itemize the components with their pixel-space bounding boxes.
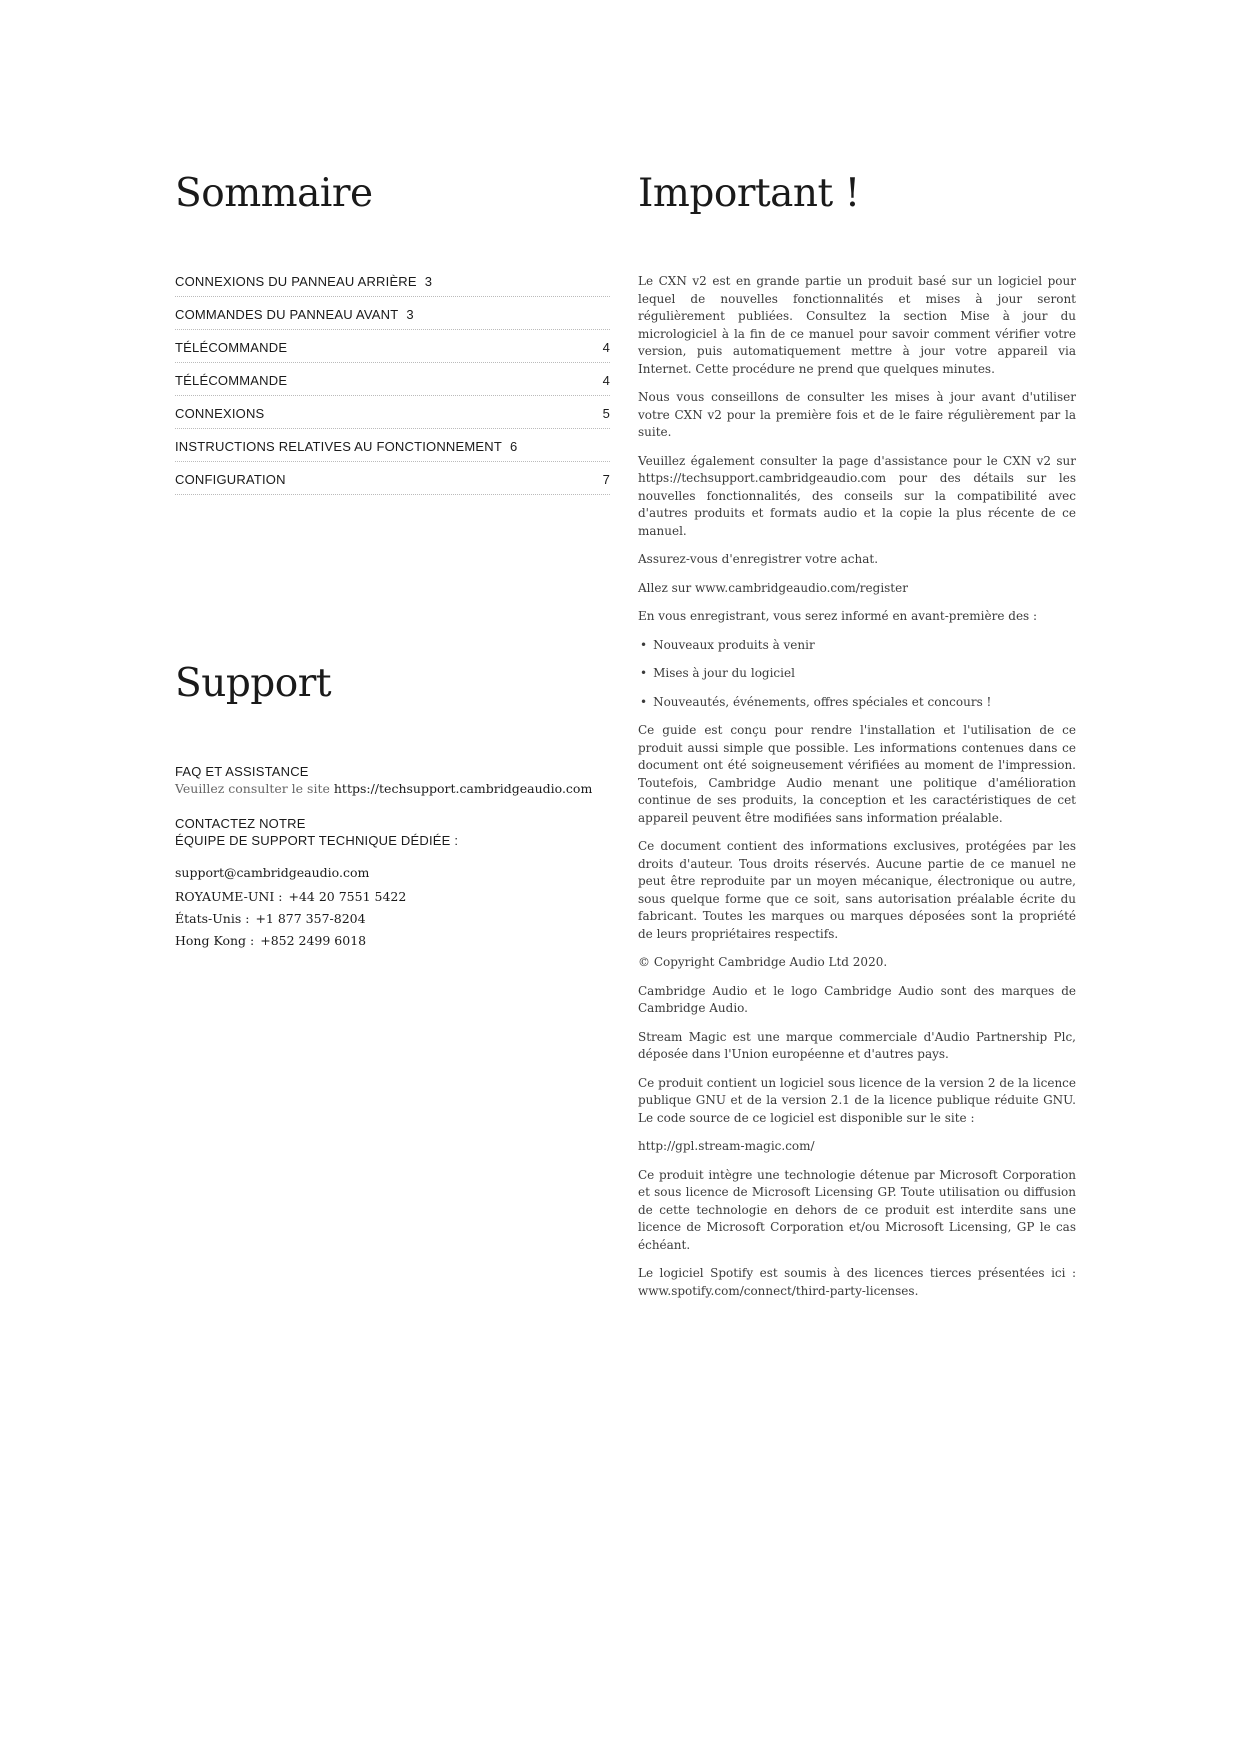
toc-title: Sommaire	[175, 171, 373, 216]
toc-item-page: 3	[424, 274, 433, 289]
phone-label: États-Unis :	[175, 911, 250, 926]
paragraph: Ce produit contient un logiciel sous licence de la version 2 de la licence publique GNU et de la version 2.1 de la licence publique réduite GNU. Le code source de ce logiciel est disponible sur le site :	[638, 1075, 1076, 1125]
gpl-link[interactable]: http://gpl.stream-magic.com/	[638, 1139, 815, 1153]
contact-heading	[175, 815, 610, 849]
bullet-item: • Nouveautés, événements, offres spéciales et concours !	[638, 694, 1076, 712]
toc-item-page: 4	[602, 340, 610, 355]
important-body	[638, 273, 1076, 1300]
paragraph: Nous vous conseillons de consulter les mises à jour avant d'utiliser votre CXN v2 pour la première fois et de le faire régulièrement par la suite.	[638, 390, 1076, 439]
phone-number[interactable]: +44 20 7551 5422	[288, 889, 407, 904]
phone-number[interactable]: +1 877 357-8204	[255, 911, 366, 926]
support-section	[175, 661, 610, 950]
toc-item-page: 3	[406, 307, 414, 322]
paragraph: Veuillez également consulter la page d'assistance pour le CXN v2 sur https://techsupport.cambridgeaudio.com pour des détails sur les nouvelles fonctionnalités, des conseils sur la compatibilité avec d'autres produits et formats audio et la copie la plus récente de ce manuel.	[638, 453, 1076, 538]
support-email[interactable]: support@cambridgeaudio.com	[175, 865, 370, 880]
toc-item-label: CONNEXIONS	[175, 406, 265, 421]
toc-item-page: 5	[602, 406, 610, 421]
toc-item-configuration[interactable]	[175, 462, 610, 495]
paragraph: Assurez-vous d'enregistrer votre achat.	[638, 552, 879, 566]
bullet-item: • Mises à jour du logiciel	[638, 665, 1076, 683]
faq-link[interactable]: https://techsupport.cambridgeaudio.com	[333, 781, 593, 796]
toc-item-label: CONNEXIONS DU PANNEAU ARRIÈRE	[175, 274, 417, 289]
faq-intro: Veuillez consulter le site	[175, 781, 330, 796]
contact-heading-line-2: ÉQUIPE DE SUPPORT TECHNIQUE DÉDIÉE :	[175, 833, 459, 848]
contact-heading-line-1: CONTACTEZ NOTRE	[175, 816, 306, 831]
toc-item-connections[interactable]	[175, 396, 610, 429]
bullet-item: • Nouveaux produits à venir	[638, 637, 1076, 655]
toc-item-rear-panel[interactable]	[175, 271, 610, 297]
toc-item-remote-1[interactable]	[175, 330, 610, 363]
toc-section	[175, 160, 610, 511]
toc-item-label: CONFIGURATION	[175, 472, 286, 487]
toc-item-label: INSTRUCTIONS RELATIVES AU FONCTIONNEMENT	[175, 439, 503, 454]
phone-number[interactable]: +852 2499 6018	[260, 933, 367, 948]
paragraph: Ce document contient des informations exclusives, protégées par les droits d'auteur. Tous droits réservés. Aucune partie de ce manuel ne peut être reproduite par un moyen mécanique, électronique ou autre, sous quelque forme que ce soit, sans autorisation préalable écrite du fabricant. Toutes les marques ou marques déposées sont la propriété de leurs propriétaires respectifs.	[638, 839, 1076, 941]
paragraph: Stream Magic est une marque commerciale d'Audio Partnership Plc, déposée dans l'Union européenne et d'autres pays.	[638, 1029, 1076, 1061]
important-title: Important !	[638, 171, 860, 216]
toc-item-page: 7	[602, 472, 610, 487]
toc-list	[175, 271, 610, 495]
toc-item-operating-instructions[interactable]	[175, 429, 610, 462]
paragraph: En vous enregistrant, vous serez informé en avant-première des :	[638, 609, 1038, 623]
support-title: Support	[175, 661, 332, 706]
paragraph: Ce produit intègre une technologie détenue par Microsoft Corporation et sous licence de Microsoft Licensing GP. Toute utilisation ou diffusion de cette technologie en dehors de ce produit est interdite sans une licence de Microsoft Corporation et/ou Microsoft Licensing, GP le cas échéant.	[638, 1167, 1076, 1252]
paragraph: Le CXN v2 est en grande partie un produit basé sur un logiciel pour lequel de nouvelles fonctionnalités et mises à jour seront régulièrement publiées. Consultez la section Mise à jour du micrologiciel à la fin de ce manuel pour savoir comment vérifier votre version, puis automatiquement mettre à jour votre appareil via Internet. Cette procédure ne prend que quelques minutes.	[638, 274, 1076, 376]
toc-item-page: 4	[602, 373, 610, 388]
phone-us	[175, 910, 610, 928]
toc-item-page: 6	[510, 439, 518, 454]
faq-heading: FAQ ET ASSISTANCE	[175, 764, 309, 779]
phone-label: Hong Kong :	[175, 933, 255, 948]
important-section	[638, 160, 1076, 1311]
toc-item-label: TÉLÉCOMMANDE	[175, 373, 288, 388]
faq-text	[175, 780, 610, 798]
toc-item-label: TÉLÉCOMMANDE	[175, 340, 288, 355]
toc-item-label: COMMANDES DU PANNEAU AVANT	[175, 307, 399, 322]
phone-label: ROYAUME-UNI :	[175, 889, 283, 904]
toc-item-front-panel[interactable]	[175, 297, 610, 330]
phone-uk	[175, 888, 610, 906]
phone-hk	[175, 932, 610, 950]
paragraph: Ce guide est conçu pour rendre l'installation et l'utilisation de ce produit aussi simple que possible. Les informations contenues dans ce document ont été soigneusement vérifiées au moment de l'impression. Toutefois, Cambridge Audio menant une politique d'amélioration continue de ses produits, la conception et les caractéristiques de cet appareil peuvent être modifiées sans information préalable.	[638, 723, 1076, 825]
register-link[interactable]: Allez sur www.cambridgeaudio.com/register	[638, 580, 908, 595]
toc-item-remote-2[interactable]	[175, 363, 610, 396]
copyright: © Copyright Cambridge Audio Ltd 2020.	[638, 955, 888, 969]
paragraph: Cambridge Audio et le logo Cambridge Audio sont des marques de Cambridge Audio.	[638, 983, 1076, 1015]
paragraph: Le logiciel Spotify est soumis à des licences tierces présentées ici : www.spotify.com/connect/third-party-licenses.	[638, 1266, 1076, 1298]
